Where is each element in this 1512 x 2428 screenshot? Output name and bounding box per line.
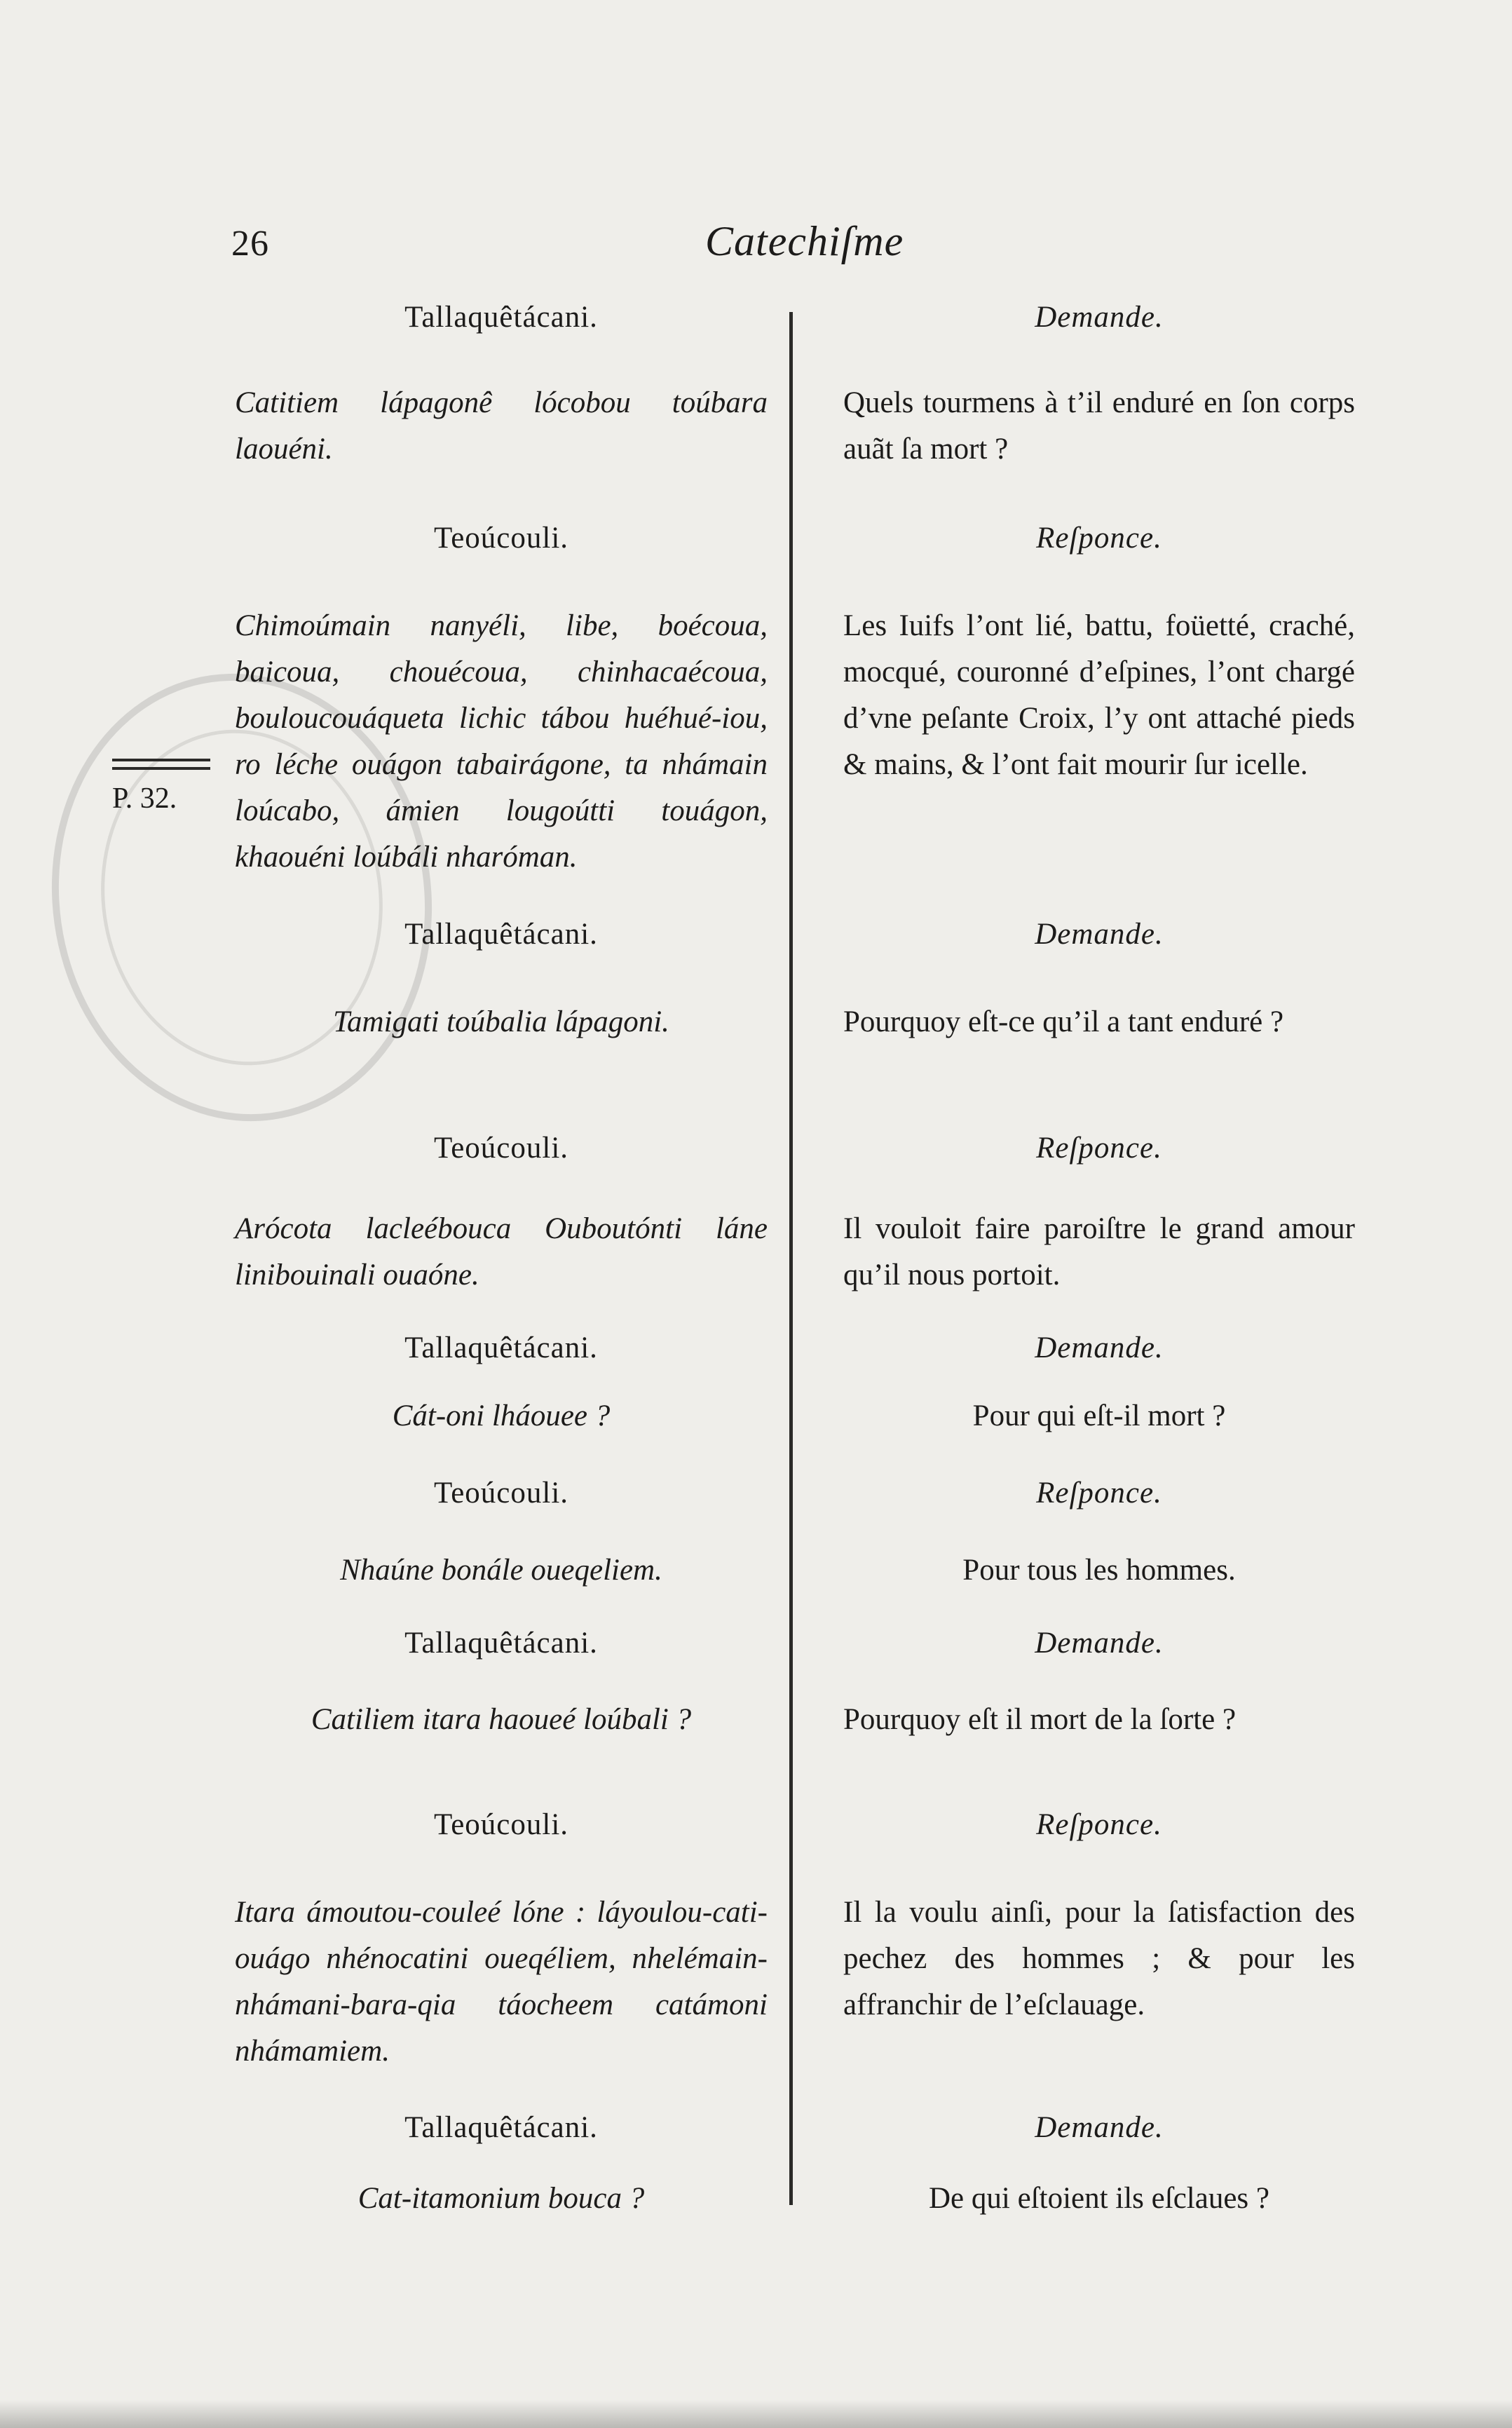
carib-question: Catitiem lápagonê lócobou toúbara laouéni. bbox=[235, 386, 768, 466]
speaker-heading: Teoúcouli. bbox=[433, 1808, 569, 1841]
french-answer: Les Iuifs l’ont lié, battu, foüetté, craché, mocqué, couronné d’eſpines, l’ont chargé d’vne peſante Croix, l’y ont attaché pieds & mains, & l’ont fait mourir ſur icelle. bbox=[843, 609, 1355, 781]
question-label: Demande. bbox=[1035, 301, 1164, 334]
answer-label: Reſponce. bbox=[1036, 1132, 1162, 1165]
french-question: Quels tourmens à t’il enduré en ſon corps auãt ſa mort ? bbox=[843, 386, 1355, 466]
speaker-heading: Tallaquêtácani. bbox=[404, 1331, 598, 1364]
question-label: Demande. bbox=[1035, 1627, 1164, 1660]
running-title: Catechiſme bbox=[705, 218, 904, 264]
french-question: Pour qui eſt-il mort ? bbox=[972, 1399, 1226, 1432]
margin-rule-bottom bbox=[112, 767, 210, 770]
carib-question: Catiliem itara haoueé loúbali ? bbox=[311, 1703, 692, 1736]
column-divider bbox=[789, 312, 793, 2205]
answer-label: Reſponce. bbox=[1036, 1808, 1162, 1841]
french-question: Pourquoy eſt il mort de la ſorte ? bbox=[843, 1703, 1237, 1736]
margin-rule-top bbox=[112, 759, 210, 761]
question-label: Demande. bbox=[1035, 1331, 1164, 1364]
speaker-heading: Teoúcouli. bbox=[433, 1477, 569, 1510]
carib-question: Cát-oni lháouee ? bbox=[392, 1399, 611, 1432]
question-label: Demande. bbox=[1035, 918, 1164, 951]
carib-answer: Nhaúne bonále oueqeliem. bbox=[340, 1554, 662, 1587]
carib-question: Cat-itamonium bouca ? bbox=[357, 2182, 645, 2215]
french-question: De qui eſtoient ils eſclaues ? bbox=[929, 2182, 1269, 2215]
carib-answer: Chimoúmain nanyéli, libe, boécoua, baicoua, chouécoua, chinhacaécoua, bouloucouáqueta lichic tábou huéhué-iou, ro léche ouágon tabairágone, ta nhámain loúcabo, ámien lougoútti touágon, khaouéni loúbáli nharóman. bbox=[235, 609, 768, 874]
page-header bbox=[231, 210, 1353, 273]
answer-label: Reſponce. bbox=[1036, 522, 1162, 555]
speaker-heading: Teoúcouli. bbox=[433, 522, 569, 555]
speaker-heading: Tallaquêtácani. bbox=[404, 1627, 598, 1660]
carib-answer: Arócota lacleébouca Ouboutónti láne linibouinali ouaóne. bbox=[235, 1212, 768, 1291]
question-label: Demande. bbox=[1035, 2111, 1164, 2144]
margin-page-reference: P. 32. bbox=[112, 782, 177, 815]
page-number: 26 bbox=[231, 224, 269, 264]
answer-label: Reſponce. bbox=[1036, 1477, 1162, 1510]
french-question: Pourquoy eſt-ce qu’il a tant enduré ? bbox=[843, 1005, 1284, 1038]
page-bottom-edge bbox=[0, 2400, 1512, 2428]
speaker-heading: Tallaquêtácani. bbox=[404, 918, 598, 951]
french-answer: Il la voulu ainſi, pour la ſatisfaction des pechez des hommes ; & pour les affranchir de l’eſclauage. bbox=[843, 1896, 1355, 2021]
carib-answer: Itara ámoutou-couleé lóne : láyoulou-cati-ouágo nhénocatini oueqéliem, nhelémain-nhámani-bara-qia táocheem catámoni nhámamiem. bbox=[235, 1896, 768, 2068]
french-answer: Pour tous les hommes. bbox=[962, 1554, 1236, 1587]
carib-question: Tamigati toúbalia lápagoni. bbox=[333, 1005, 669, 1038]
speaker-heading: Tallaquêtácani. bbox=[404, 2111, 598, 2144]
speaker-heading: Tallaquêtácani. bbox=[404, 301, 598, 334]
french-answer: Il vouloit faire paroiſtre le grand amour qu’il nous portoit. bbox=[843, 1212, 1355, 1291]
speaker-heading: Teoúcouli. bbox=[433, 1132, 569, 1165]
